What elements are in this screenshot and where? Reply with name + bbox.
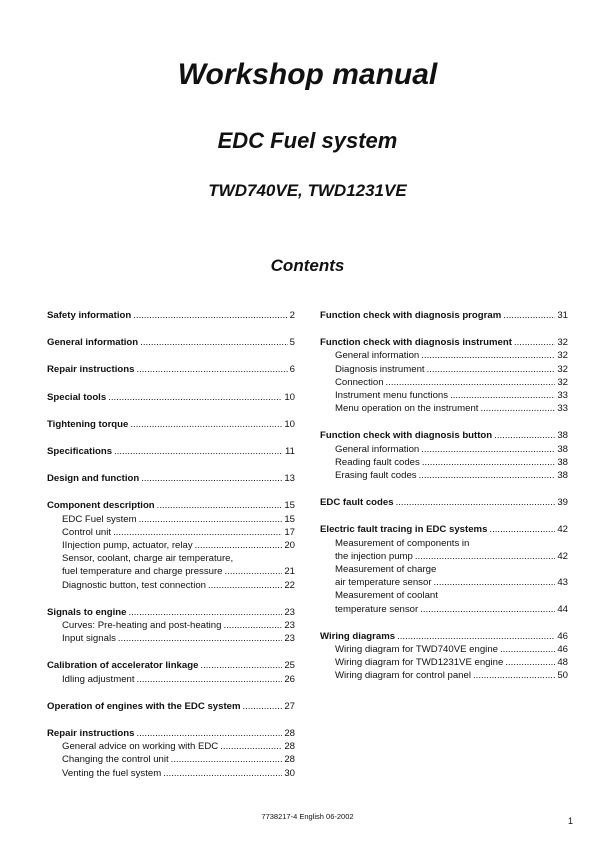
toc-section <box>47 727 295 780</box>
toc-leader-dots <box>128 606 282 619</box>
toc-page-number: 27 <box>284 700 295 712</box>
toc-subentry[interactable] <box>47 767 295 780</box>
toc-subentry[interactable] <box>320 469 568 482</box>
toc-heading-entry[interactable] <box>47 391 295 404</box>
toc-leader-dots <box>195 539 283 552</box>
toc-page-number: 50 <box>557 670 568 682</box>
toc-entry-text: Function check with diagnosis instrument <box>320 337 512 349</box>
toc-subentry[interactable] <box>320 576 568 589</box>
toc-page-number: 30 <box>284 767 295 779</box>
toc-entry-text: General advice on working with EDC <box>62 741 219 753</box>
toc-page-number: 38 <box>557 456 568 468</box>
toc-leader-dots <box>386 376 556 389</box>
toc-subentry[interactable] <box>320 669 568 682</box>
toc-leader-dots <box>473 669 555 682</box>
document-footer: 7738217-4 English 06-2002 <box>261 812 354 821</box>
toc-heading-entry[interactable] <box>320 429 568 442</box>
toc-entry-continuation: Measurement of coolant <box>335 590 438 602</box>
toc-subentry[interactable] <box>320 603 568 616</box>
toc-entry-text: Wiring diagram for TWD1231VE engine <box>335 657 504 669</box>
toc-leader-dots <box>171 753 283 766</box>
toc-page-number: 10 <box>284 418 295 430</box>
toc-leader-dots <box>136 363 287 376</box>
toc-page-number: 38 <box>557 443 568 455</box>
toc-leader-dots <box>200 659 282 672</box>
toc-leader-dots <box>422 456 556 469</box>
toc-leader-dots <box>141 472 282 485</box>
toc-heading-entry[interactable] <box>47 499 295 512</box>
toc-leader-dots <box>220 740 282 753</box>
toc-page-number: 32 <box>557 350 568 362</box>
toc-entry-text: Connection <box>335 376 384 388</box>
toc-entry-text: Tightening torque <box>47 418 129 430</box>
toc-section <box>47 606 295 646</box>
toc-entry-text: Instrument menu functions <box>335 390 449 402</box>
toc-entry-text: Changing the control unit <box>62 754 169 766</box>
toc-heading-entry[interactable] <box>47 472 295 485</box>
toc-subentry[interactable] <box>320 363 568 376</box>
toc-heading-entry[interactable] <box>47 606 295 619</box>
toc-entry-text: IInjection pump, actuator, relay <box>62 540 193 552</box>
toc-page-number: 48 <box>557 657 568 669</box>
toc-page-number: 15 <box>284 513 295 525</box>
toc-entry-text: Signals to engine <box>47 606 127 618</box>
toc-subentry[interactable] <box>47 565 295 578</box>
toc-page-number: 25 <box>284 660 295 672</box>
toc-page-number: 38 <box>557 430 568 442</box>
toc-subentry[interactable] <box>320 443 568 456</box>
toc-leader-dots <box>137 673 283 686</box>
toc-page-number: 11 <box>285 446 295 458</box>
toc-leader-dots <box>157 499 283 512</box>
toc-heading-entry[interactable] <box>47 309 295 322</box>
toc-leader-dots <box>130 418 282 431</box>
toc-section <box>47 309 295 322</box>
toc-entry-text: Electric fault tracing in EDC systems <box>320 524 488 536</box>
toc-section <box>47 700 295 713</box>
toc-entry-text: Reading fault codes <box>335 456 420 468</box>
toc-entry-text: Design and function <box>47 473 140 485</box>
toc-heading-entry[interactable] <box>47 659 295 672</box>
toc-leader-dots <box>133 309 287 322</box>
toc-page-number: 32 <box>557 376 568 388</box>
toc-entry-text: Special tools <box>47 391 107 403</box>
toc-leader-dots <box>434 576 556 589</box>
toc-page-number: 28 <box>284 728 295 740</box>
toc-entry-text: air temperature sensor <box>335 577 432 589</box>
toc-leader-dots <box>225 565 283 578</box>
toc-heading-entry[interactable] <box>47 700 295 713</box>
toc-page-number: 23 <box>284 606 295 618</box>
toc-section <box>320 523 568 615</box>
toc-entry-text: fuel temperature and charge pressure <box>62 566 223 578</box>
toc-entry-text: Wiring diagram for TWD740VE engine <box>335 644 498 656</box>
toc-leader-dots <box>396 496 556 509</box>
toc-heading-entry[interactable] <box>320 496 568 509</box>
toc-entry-text: Wiring diagrams <box>320 630 396 642</box>
toc-leader-dots <box>136 727 282 740</box>
toc-page-number: 23 <box>284 633 295 645</box>
toc-page-number: 46 <box>557 644 568 656</box>
toc-leader-dots <box>420 603 555 616</box>
page-number: 1 <box>568 816 574 826</box>
toc-page-number: 33 <box>557 390 568 402</box>
toc-entry-text: Diagnosis instrument <box>335 363 425 375</box>
toc-entry-text: Venting the fuel system <box>62 767 162 779</box>
toc-page-number: 28 <box>284 754 295 766</box>
toc-section <box>320 336 568 415</box>
toc-page-number: 20 <box>284 540 295 552</box>
toc-entry-text: temperature sensor <box>335 603 419 615</box>
toc-page-number: 28 <box>284 741 295 753</box>
toc-leader-dots <box>118 632 282 645</box>
toc-subentry[interactable] <box>320 389 568 402</box>
toc-section <box>320 630 568 683</box>
toc-left-column <box>47 309 295 794</box>
toc-page-number: 6 <box>289 364 295 376</box>
toc-leader-dots <box>163 767 282 780</box>
toc-entry-continuation: Sensor, coolant, charge air temperature, <box>62 553 234 565</box>
toc-section <box>47 336 295 349</box>
toc-subentry[interactable] <box>320 456 568 469</box>
toc-entry-text: EDC Fuel system <box>62 513 137 525</box>
toc-heading-entry[interactable] <box>320 309 568 322</box>
toc-leader-dots <box>415 550 555 563</box>
toc-leader-dots <box>427 363 556 376</box>
toc-entry-text: General information <box>335 350 420 362</box>
toc-entry-text: Curves: Pre-heating and post-heating <box>62 620 222 632</box>
toc-subentry[interactable] <box>47 740 295 753</box>
toc-entry-continuation: Measurement of components in <box>335 537 470 549</box>
toc-heading-entry[interactable] <box>320 630 568 643</box>
toc-section <box>47 659 295 685</box>
toc-leader-dots <box>419 469 556 482</box>
toc-entry-text: Function check with diagnosis program <box>320 310 502 321</box>
toc-leader-dots <box>223 619 282 632</box>
toc-entry-text: EDC fault codes <box>320 497 394 509</box>
toc-leader-dots <box>489 523 555 536</box>
toc-page-number: 26 <box>284 673 295 685</box>
toc-section <box>320 496 568 509</box>
toc-page-number: 43 <box>557 577 568 589</box>
toc-entry-text: Wiring diagram for control panel <box>335 670 471 682</box>
toc-page-number: 42 <box>557 524 568 536</box>
toc-subentry[interactable] <box>320 550 568 563</box>
toc-subentry[interactable] <box>320 349 568 362</box>
toc-entry-text: Control unit <box>62 526 112 538</box>
toc-entry-text: Erasing fault codes <box>335 470 417 482</box>
toc-section <box>47 472 295 485</box>
toc-subentry[interactable] <box>47 619 295 632</box>
toc-page-number: 15 <box>284 500 295 512</box>
toc-subentry[interactable] <box>320 656 568 669</box>
toc-leader-dots <box>108 391 282 404</box>
toc-leader-dots <box>114 445 283 458</box>
toc-heading-entry[interactable] <box>47 363 295 376</box>
toc-section <box>47 391 295 404</box>
document-title: Workshop manual <box>177 58 438 91</box>
toc-entry-text: Menu operation on the instrument <box>335 403 479 415</box>
toc-entry-text: Function check with diagnosis button <box>320 430 493 442</box>
toc-leader-dots <box>208 579 282 592</box>
toc-page-number: 5 <box>289 337 295 349</box>
toc-entry-text: Component description <box>47 500 155 512</box>
toc-subentry[interactable] <box>47 579 295 592</box>
toc-subentry[interactable] <box>47 673 295 686</box>
toc-leader-dots <box>494 429 555 442</box>
toc-leader-dots <box>139 513 283 526</box>
toc-section <box>47 363 295 376</box>
toc-section <box>47 418 295 431</box>
toc-leader-dots <box>514 336 555 349</box>
toc-entry-continuation: Measurement of charge <box>335 564 437 576</box>
toc-heading-entry[interactable] <box>47 727 295 740</box>
toc-page-number: 17 <box>284 526 295 538</box>
toc-subentry[interactable] <box>47 539 295 552</box>
toc-entry-text: Calibration of accelerator linkage <box>47 660 199 672</box>
toc-page-number: 21 <box>284 566 295 578</box>
toc-entry-text: Operation of engines with the EDC system <box>47 700 241 712</box>
toc-entry-text: General information <box>335 443 420 455</box>
toc-heading-entry[interactable] <box>320 336 568 349</box>
toc-entry-text: the injection pump <box>335 550 413 562</box>
toc-leader-dots <box>113 526 282 539</box>
toc-heading-entry[interactable] <box>47 445 295 458</box>
toc-page-number: 2 <box>289 310 295 321</box>
toc-section <box>320 309 568 322</box>
toc-page-number: 33 <box>557 403 568 415</box>
toc-page-number: 42 <box>557 550 568 562</box>
toc-page-number: 46 <box>557 630 568 642</box>
toc-page-number: 13 <box>284 473 295 485</box>
toc-page-number: 23 <box>284 620 295 632</box>
toc-page-number: 32 <box>557 337 568 349</box>
toc-leader-dots <box>450 389 555 402</box>
toc-page-number: 44 <box>557 603 568 615</box>
toc-page-number: 39 <box>557 497 568 509</box>
toc-section <box>320 429 568 482</box>
toc-page-number: 38 <box>557 470 568 482</box>
toc-leader-dots <box>243 700 283 713</box>
toc-entry-text: Idling adjustment <box>62 673 135 685</box>
toc-subentry[interactable] <box>320 402 568 415</box>
toc-subentry[interactable] <box>320 376 568 389</box>
toc-subentry[interactable] <box>320 643 568 656</box>
toc-leader-dots <box>140 336 288 349</box>
toc-subentry[interactable] <box>47 513 295 526</box>
toc-leader-dots <box>421 443 555 456</box>
toc-heading-entry[interactable] <box>47 336 295 349</box>
toc-subentry[interactable] <box>47 632 295 645</box>
toc-entry-text: General information <box>47 337 139 349</box>
toc-section <box>47 445 295 458</box>
toc-entry-text: Repair instructions <box>47 728 135 740</box>
toc-page-number: 22 <box>284 579 295 591</box>
toc-entry-text: Safety information <box>47 310 132 321</box>
toc-heading-entry[interactable] <box>320 523 568 536</box>
toc-page-number: 10 <box>284 391 295 403</box>
toc-page-number: 31 <box>557 310 568 321</box>
toc-entry-text: Specifications <box>47 446 113 458</box>
toc-leader-dots <box>397 630 555 643</box>
toc-section <box>47 499 295 591</box>
toc-right-column <box>320 309 568 697</box>
toc-entry-text: Repair instructions <box>47 364 135 376</box>
toc-leader-dots <box>503 309 555 322</box>
contents-heading: Contents <box>270 256 345 275</box>
toc-heading-entry[interactable] <box>47 418 295 431</box>
toc-leader-dots <box>505 656 555 669</box>
toc-page-number: 32 <box>557 363 568 375</box>
toc-subentry[interactable] <box>47 526 295 539</box>
engine-models: TWD740VE, TWD1231VE <box>208 181 407 200</box>
toc-subentry[interactable] <box>47 753 295 766</box>
document-subtitle: EDC Fuel system <box>217 128 398 153</box>
toc-leader-dots <box>500 643 555 656</box>
toc-entry-text: Diagnostic button, test connection <box>62 579 206 591</box>
toc-leader-dots <box>421 349 555 362</box>
toc-leader-dots <box>480 402 555 415</box>
toc-entry-text: Input signals <box>62 633 116 645</box>
